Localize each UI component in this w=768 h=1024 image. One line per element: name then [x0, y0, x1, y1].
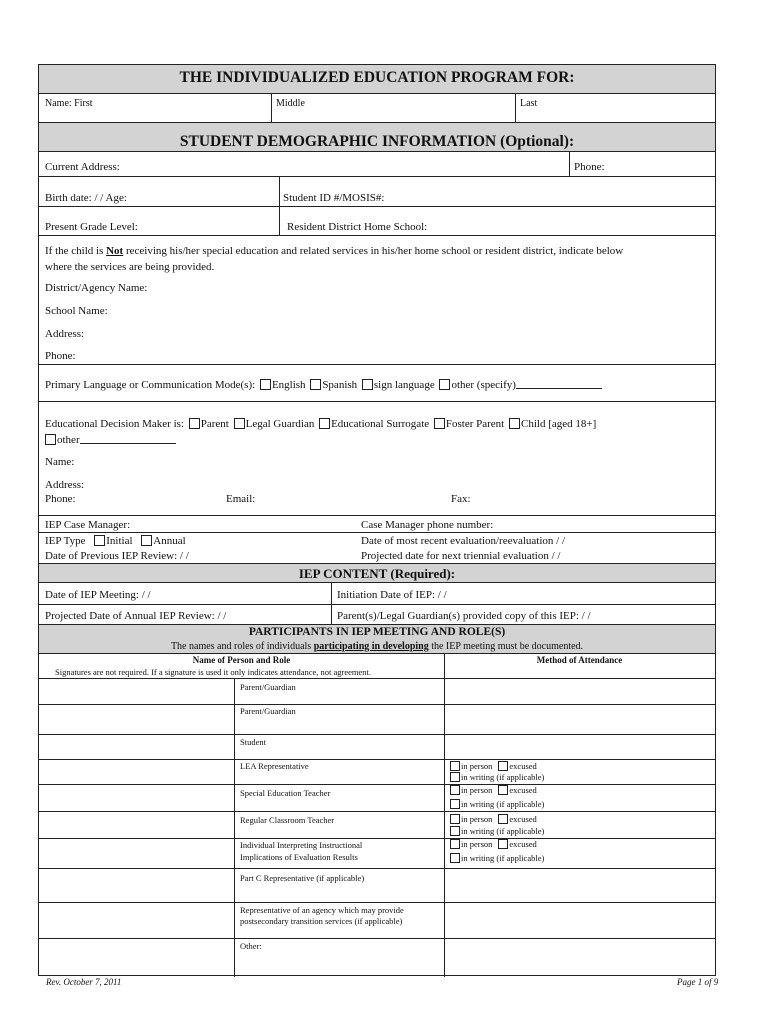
service-address-field[interactable]: Address: — [45, 328, 85, 340]
interpreter-excused-checkbox[interactable] — [498, 839, 508, 849]
decision-other-checkbox[interactable] — [45, 434, 56, 445]
footer-page: Page 1 of 9 — [677, 977, 719, 987]
initial-label: Initial — [106, 535, 133, 547]
foster-parent-label: Foster Parent — [445, 418, 505, 430]
initiation-date-field[interactable]: Initiation Date of IEP: / / — [337, 589, 447, 601]
sped-excused-checkbox[interactable] — [498, 785, 508, 795]
district-agency-field[interactable]: District/Agency Name: — [45, 282, 148, 294]
legal-guardian-label: Legal Guardian — [245, 418, 315, 430]
case-manager-field[interactable]: IEP Case Manager: — [45, 519, 131, 531]
resident-school-field[interactable]: Resident District Home School: — [287, 221, 428, 233]
role-parent-guardian-2: Parent/Guardian — [240, 706, 296, 716]
lea-attendance-2: in writing (if applicable) — [450, 772, 544, 782]
sign-language-label: sign language — [373, 379, 435, 391]
regular-in-writing-checkbox[interactable] — [450, 826, 460, 836]
sped-attendance-1: in person excused — [450, 785, 537, 795]
iep-form — [38, 64, 716, 976]
role-parent-guardian-1: Parent/Guardian — [240, 682, 296, 692]
role-agency-rep-1: Representative of an agency which may provide — [240, 905, 404, 915]
service-phone-field[interactable]: Phone: — [45, 350, 76, 362]
role-other: Other: — [240, 941, 262, 951]
role-interpreter-2: Implications of Evaluation Results — [240, 852, 358, 862]
decision-other-label: other — [57, 434, 80, 446]
surrogate-checkbox[interactable] — [319, 418, 330, 429]
name-first-field[interactable]: Name: First — [45, 98, 93, 109]
col-name-role: Name of Person and Role — [192, 655, 291, 665]
english-label: English — [271, 379, 306, 391]
copy-provided-field[interactable]: Parent(s)/Legal Guardian(s) provided copy of this IEP: / / — [337, 610, 591, 622]
annual-label: Annual — [153, 535, 186, 547]
birth-date-field[interactable]: Birth date: / / Age: — [45, 192, 127, 204]
foster-parent-checkbox[interactable] — [434, 418, 445, 429]
student-id-field[interactable]: Student ID #/MOSIS#: — [283, 192, 385, 204]
name-last-field[interactable]: Last — [520, 98, 538, 109]
language-row — [45, 378, 602, 391]
interpreter-in-person-checkbox[interactable] — [450, 839, 460, 849]
regular-attendance-2: in writing (if applicable) — [450, 826, 544, 836]
triennial-field[interactable]: Projected date for next triennial evaluation / / — [361, 550, 561, 562]
role-lea-rep: LEA Representative — [240, 761, 309, 771]
other-language-checkbox[interactable] — [439, 379, 450, 390]
form-title: THE INDIVIDUALIZED EDUCATION PROGRAM FOR: — [179, 69, 575, 86]
sped-attendance-2: in writing (if applicable) — [450, 799, 544, 809]
case-manager-phone-field[interactable]: Case Manager phone number: — [361, 519, 494, 531]
regular-in-person-checkbox[interactable] — [450, 814, 460, 824]
parent-checkbox[interactable] — [189, 418, 200, 429]
iep-type-row — [45, 535, 186, 547]
grade-level-field[interactable]: Present Grade Level: — [45, 221, 138, 233]
spanish-checkbox[interactable] — [310, 379, 321, 390]
child-label: Child [aged 18+] — [521, 418, 597, 430]
regular-attendance-1: in person excused — [450, 814, 537, 824]
child-checkbox[interactable] — [509, 418, 520, 429]
language-label: Primary Language or Communication Mode(s): — [45, 379, 256, 391]
decision-other-row — [45, 433, 176, 446]
surrogate-label: Educational Surrogate — [331, 418, 430, 430]
lea-in-person-checkbox[interactable] — [450, 761, 460, 771]
role-sped-teacher: Special Education Teacher — [240, 788, 331, 798]
lea-in-writing-checkbox[interactable] — [450, 772, 460, 782]
not-receiving-text: If the child is Not receiving his/her special education and related services in his/her home school or resident district, indicate below — [45, 245, 624, 257]
prev-review-field[interactable]: Date of Previous IEP Review: / / — [45, 550, 189, 562]
participants-heading: PARTICIPANTS IN IEP MEETING AND ROLE(S) — [248, 626, 506, 638]
dm-name-field[interactable]: Name: — [45, 456, 75, 468]
parent-label: Parent — [200, 418, 229, 430]
participants-subheading: The names and roles of individuals participating in developing the IEP meeting must be documented. — [170, 641, 584, 652]
footer-revision: Rev. October 7, 2011 — [46, 977, 122, 987]
decision-maker-label: Educational Decision Maker is: — [45, 418, 184, 430]
interpreter-in-writing-checkbox[interactable] — [450, 853, 460, 863]
role-part-c: Part C Representative (if applicable) — [240, 873, 365, 883]
role-student: Student — [240, 737, 266, 747]
dm-phone-field[interactable]: Phone: — [45, 493, 76, 505]
school-name-field[interactable]: School Name: — [45, 305, 108, 317]
dm-address-field[interactable]: Address: — [45, 479, 85, 491]
regular-excused-checkbox[interactable] — [498, 814, 508, 824]
demographic-heading: STUDENT DEMOGRAPHIC INFORMATION (Optional): — [179, 133, 575, 150]
name-middle-field[interactable]: Middle — [276, 98, 305, 109]
signature-note: Signatures are not required. If a signature is used it only indicates attendance, not agreement. — [55, 667, 372, 677]
col-method: Method of Attendance — [536, 655, 623, 665]
interpreter-attendance-2: in writing (if applicable) — [450, 853, 544, 863]
decision-other-input[interactable] — [80, 433, 176, 444]
interpreter-attendance-1: in person excused — [450, 839, 537, 849]
sign-language-checkbox[interactable] — [362, 379, 373, 390]
sped-in-person-checkbox[interactable] — [450, 785, 460, 795]
role-regular-teacher: Regular Classroom Teacher — [240, 815, 335, 825]
current-address-field[interactable]: Current Address: — [45, 161, 120, 173]
meeting-date-field[interactable]: Date of IEP Meeting: / / — [45, 589, 151, 601]
annual-review-field[interactable]: Projected Date of Annual IEP Review: / / — [45, 610, 227, 622]
spanish-label: Spanish — [322, 379, 358, 391]
dm-email-field[interactable]: Email: — [226, 493, 256, 505]
role-interpreter-1: Individual Interpreting Instructional — [240, 840, 363, 850]
other-language-label: other (specify) — [451, 379, 516, 391]
lea-attendance-1: in person excused — [450, 761, 537, 771]
initial-checkbox[interactable] — [94, 535, 105, 546]
other-language-input[interactable] — [516, 378, 602, 389]
dm-fax-field[interactable]: Fax: — [451, 493, 471, 505]
annual-checkbox[interactable] — [141, 535, 152, 546]
iep-content-heading: IEP CONTENT (Required): — [298, 566, 456, 581]
recent-eval-field[interactable]: Date of most recent evaluation/reevaluation / / — [361, 535, 566, 547]
phone-field[interactable]: Phone: — [574, 161, 605, 173]
role-agency-rep-2: postsecondary transition services (if applicable) — [240, 916, 403, 926]
decision-maker-row — [45, 418, 596, 430]
english-checkbox[interactable] — [260, 379, 271, 390]
sped-in-writing-checkbox[interactable] — [450, 799, 460, 809]
lea-excused-checkbox[interactable] — [498, 761, 508, 771]
not-receiving-text-2: where the services are being provided. — [45, 261, 215, 273]
iep-type-label: IEP Type — [45, 535, 86, 547]
legal-guardian-checkbox[interactable] — [234, 418, 245, 429]
